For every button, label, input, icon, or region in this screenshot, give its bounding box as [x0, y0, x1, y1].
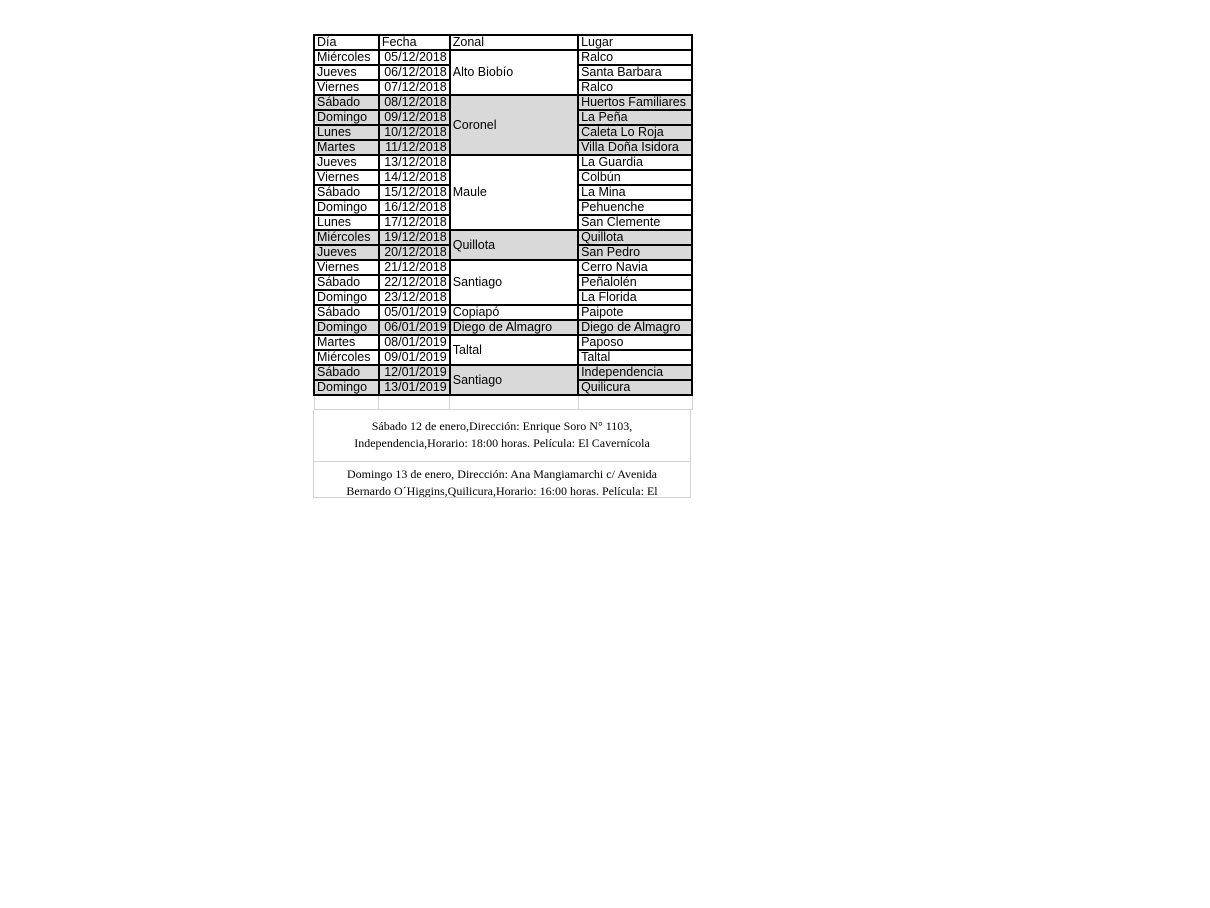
- cell-dia[interactable]: Jueves: [314, 65, 379, 80]
- cell-fecha[interactable]: 09/01/2019: [379, 350, 450, 365]
- cell-zonal[interactable]: Alto Biobío: [450, 50, 578, 95]
- table-row: [314, 335, 692, 350]
- cell-lugar[interactable]: Ralco: [578, 50, 692, 65]
- cell-lugar[interactable]: Paposo: [578, 335, 692, 350]
- cell-fecha[interactable]: 06/01/2019: [379, 320, 450, 335]
- note-saturday[interactable]: [313, 410, 691, 462]
- empty-cell[interactable]: [450, 395, 578, 410]
- cell-fecha[interactable]: 12/01/2019: [379, 365, 450, 380]
- cell-lugar[interactable]: La Florida: [578, 290, 692, 305]
- table-row: [314, 320, 692, 335]
- cell-fecha[interactable]: 15/12/2018: [379, 185, 450, 200]
- note-sunday[interactable]: [313, 462, 691, 498]
- cell-lugar[interactable]: Villa Doña Isidora: [578, 140, 692, 155]
- cell-fecha[interactable]: 07/12/2018: [379, 80, 450, 95]
- cell-lugar[interactable]: Pehuenche: [578, 200, 692, 215]
- cell-fecha[interactable]: 16/12/2018: [379, 200, 450, 215]
- cell-fecha[interactable]: 13/12/2018: [379, 155, 450, 170]
- cell-dia[interactable]: Viernes: [314, 260, 379, 275]
- cell-lugar[interactable]: San Pedro: [578, 245, 692, 260]
- cell-lugar[interactable]: Taltal: [578, 350, 692, 365]
- cell-fecha[interactable]: 20/12/2018: [379, 245, 450, 260]
- cell-fecha[interactable]: 23/12/2018: [379, 290, 450, 305]
- cell-dia[interactable]: Miércoles: [314, 350, 379, 365]
- cell-fecha[interactable]: 08/01/2019: [379, 335, 450, 350]
- cell-fecha[interactable]: 14/12/2018: [379, 170, 450, 185]
- cell-lugar[interactable]: Caleta Lo Roja: [578, 125, 692, 140]
- cell-fecha[interactable]: 06/12/2018: [379, 65, 450, 80]
- cell-lugar[interactable]: La Mina: [578, 185, 692, 200]
- blank-row: [314, 395, 692, 410]
- schedule-body: [314, 35, 692, 410]
- cell-fecha[interactable]: 21/12/2018: [379, 260, 450, 275]
- note-sunday-line1: Domingo 13 de enero, Dirección: Ana Mangiamarchi c/ Avenida: [346, 467, 657, 481]
- cell-lugar[interactable]: Paipote: [578, 305, 692, 320]
- cell-lugar[interactable]: Peñalolén: [578, 275, 692, 290]
- cell-zonal[interactable]: Copiapó: [450, 305, 578, 320]
- table-row: [314, 260, 692, 275]
- cell-dia[interactable]: Domingo: [314, 290, 379, 305]
- table-row: [314, 50, 692, 65]
- cell-fecha[interactable]: 11/12/2018: [379, 140, 450, 155]
- cell-dia[interactable]: Sábado: [314, 185, 379, 200]
- cell-lugar[interactable]: Ralco: [578, 80, 692, 95]
- note-saturday-line1: Sábado 12 de enero,Dirección: Enrique Soro N° 1103,: [371, 419, 633, 433]
- cell-lugar[interactable]: La Peña: [578, 110, 692, 125]
- cell-zonal[interactable]: Maule: [450, 155, 578, 230]
- cell-dia[interactable]: Domingo: [314, 200, 379, 215]
- cell-dia[interactable]: Domingo: [314, 320, 379, 335]
- cell-lugar[interactable]: Santa Barbara: [578, 65, 692, 80]
- empty-cell[interactable]: [314, 395, 379, 410]
- cell-dia[interactable]: Jueves: [314, 155, 379, 170]
- cell-dia[interactable]: Domingo: [314, 380, 379, 395]
- cell-dia[interactable]: Viernes: [314, 80, 379, 95]
- cell-zonal[interactable]: Santiago: [450, 365, 578, 395]
- header-row: [314, 35, 692, 50]
- cell-fecha[interactable]: 19/12/2018: [379, 230, 450, 245]
- empty-cell[interactable]: [578, 395, 692, 410]
- cell-dia[interactable]: Miércoles: [314, 230, 379, 245]
- table-row: [314, 230, 692, 245]
- cell-dia[interactable]: Martes: [314, 335, 379, 350]
- cell-lugar[interactable]: La Guardia: [578, 155, 692, 170]
- cell-lugar[interactable]: Cerro Navia: [578, 260, 692, 275]
- cell-zonal[interactable]: Coronel: [450, 95, 578, 155]
- cell-dia[interactable]: Lunes: [314, 125, 379, 140]
- cell-fecha[interactable]: 22/12/2018: [379, 275, 450, 290]
- cell-fecha[interactable]: 05/01/2019: [379, 305, 450, 320]
- note-sunday-line2: Bernardo O´Higgins,Quilicura,Horario: 16:00 horas. Película: El: [346, 484, 658, 498]
- cell-lugar[interactable]: Quillota: [578, 230, 692, 245]
- header-fecha[interactable]: Fecha: [379, 35, 450, 50]
- cell-dia[interactable]: Sábado: [314, 275, 379, 290]
- cell-dia[interactable]: Sábado: [314, 305, 379, 320]
- header-zonal[interactable]: Zonal: [450, 35, 578, 50]
- cell-dia[interactable]: Sábado: [314, 365, 379, 380]
- cell-lugar[interactable]: Diego de Almagro: [578, 320, 692, 335]
- note-saturday-line2: Independencia,Horario: 18:00 horas. Película: El Cavernícola: [354, 436, 650, 450]
- cell-dia[interactable]: Miércoles: [314, 50, 379, 65]
- schedule-table: [313, 34, 693, 410]
- table-row: [314, 95, 692, 110]
- cell-zonal[interactable]: Diego de Almagro: [450, 320, 578, 335]
- cell-dia[interactable]: Lunes: [314, 215, 379, 230]
- cell-zonal[interactable]: Quillota: [450, 230, 578, 260]
- cell-fecha[interactable]: 10/12/2018: [379, 125, 450, 140]
- cell-zonal[interactable]: Taltal: [450, 335, 578, 365]
- cell-dia[interactable]: Sábado: [314, 95, 379, 110]
- cell-fecha[interactable]: 17/12/2018: [379, 215, 450, 230]
- header-lugar[interactable]: Lugar: [578, 35, 692, 50]
- cell-dia[interactable]: Viernes: [314, 170, 379, 185]
- header-dia[interactable]: Día: [314, 35, 379, 50]
- cell-fecha[interactable]: 08/12/2018: [379, 95, 450, 110]
- table-row: [314, 155, 692, 170]
- table-row: [314, 365, 692, 380]
- cell-zonal[interactable]: Santiago: [450, 260, 578, 305]
- cell-dia[interactable]: Martes: [314, 140, 379, 155]
- cell-lugar[interactable]: San Clemente: [578, 215, 692, 230]
- table-row: [314, 305, 692, 320]
- cell-fecha[interactable]: 09/12/2018: [379, 110, 450, 125]
- cell-lugar[interactable]: Independencia: [578, 365, 692, 380]
- empty-cell[interactable]: [379, 395, 450, 410]
- cell-lugar[interactable]: Colbún: [578, 170, 692, 185]
- cell-fecha[interactable]: 05/12/2018: [379, 50, 450, 65]
- cell-dia[interactable]: Domingo: [314, 110, 379, 125]
- cell-lugar[interactable]: Quilicura: [578, 380, 692, 395]
- spreadsheet: [313, 34, 693, 498]
- cell-dia[interactable]: Jueves: [314, 245, 379, 260]
- cell-lugar[interactable]: Huertos Familiares: [578, 95, 692, 110]
- cell-fecha[interactable]: 13/01/2019: [379, 380, 450, 395]
